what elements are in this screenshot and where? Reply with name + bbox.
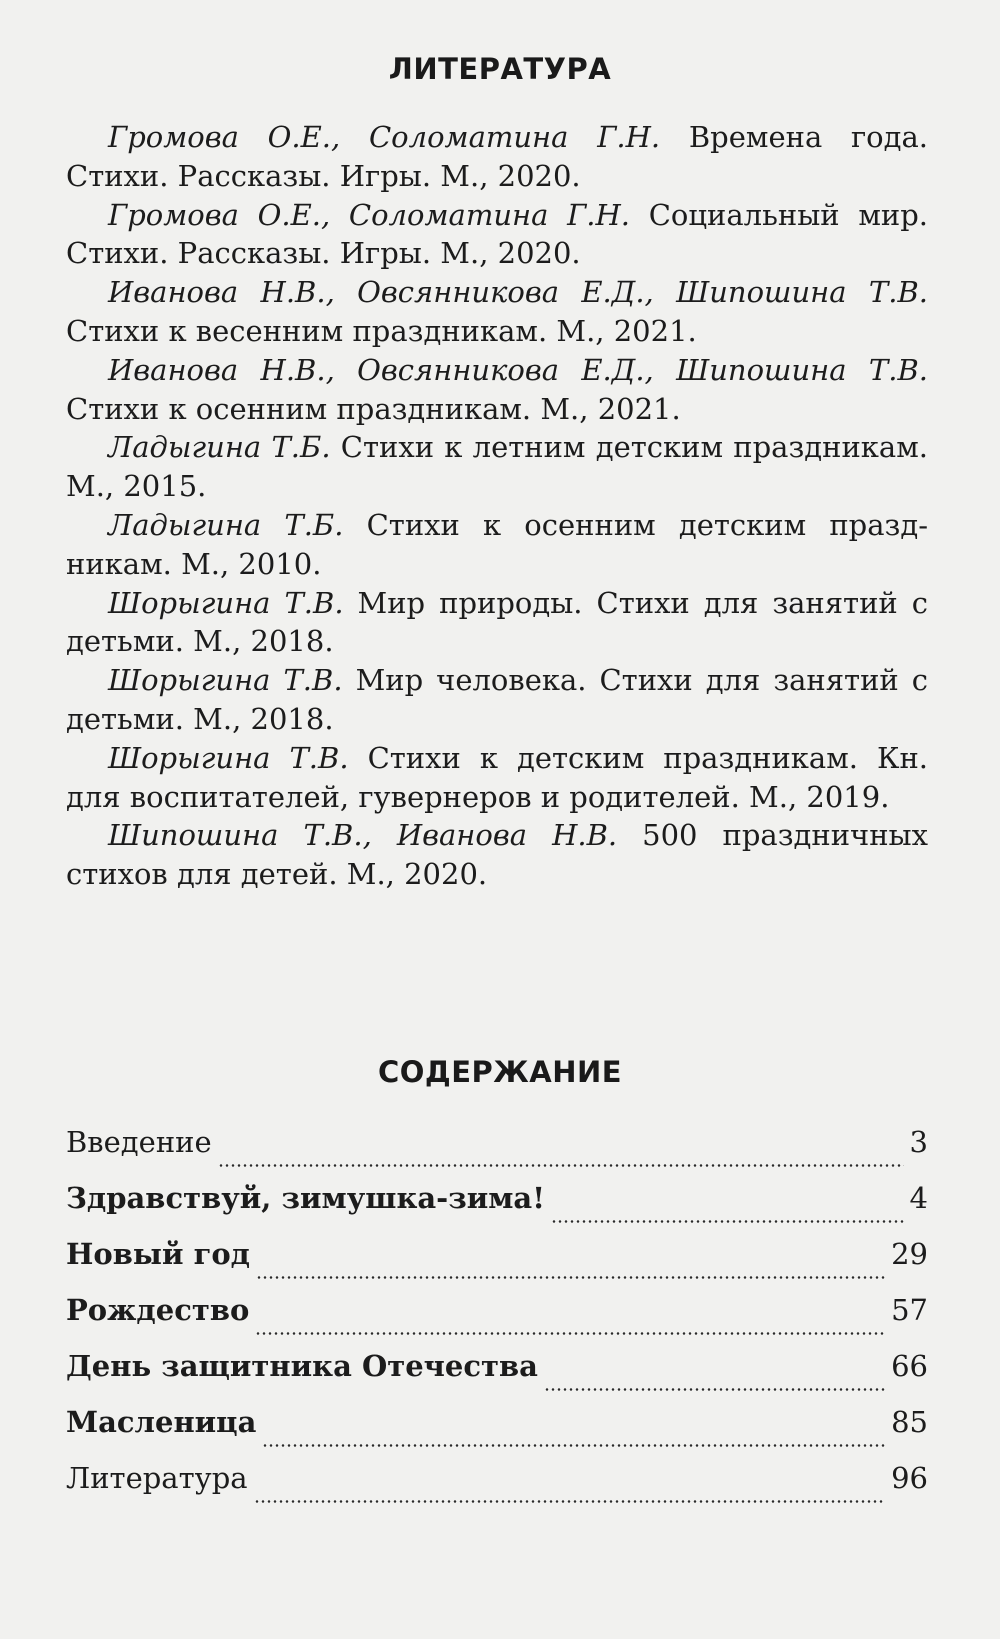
dot-leader <box>218 1164 904 1167</box>
entry-text: Стихи к весенним праздникам. М., 2021. <box>66 313 697 348</box>
entry-author: Шорыгина Т.В. <box>108 740 349 775</box>
toc-item-maslenitsa[interactable] <box>66 1405 928 1461</box>
dot-leader <box>255 1332 885 1335</box>
toc-item-new-year[interactable] <box>66 1237 928 1293</box>
contents-heading: СОДЕРЖАНИЕ <box>377 1055 623 1089</box>
toc-item-title: Новый год <box>66 1237 251 1271</box>
bibliography-entry <box>66 661 928 739</box>
table-of-contents <box>66 1125 928 1517</box>
toc-item-introduction[interactable] <box>66 1125 928 1181</box>
entry-author: Шорыгина Т.В. <box>108 585 344 620</box>
bibliography-entry <box>66 816 928 894</box>
entry-author: Иванова Н.В., Овсянникова Е.Д., Шипошина Т.В. <box>108 352 928 387</box>
toc-item-title: День защитника Отечества <box>66 1349 538 1383</box>
bibliography-entry <box>66 196 928 274</box>
toc-item-page: 3 <box>909 1125 928 1159</box>
toc-item-christmas[interactable] <box>66 1293 928 1349</box>
toc-item-page: 29 <box>891 1237 928 1271</box>
entry-text: Стихи к осенним детским праздникам. М., 2010. <box>66 507 928 581</box>
bibliography-entry <box>66 739 928 817</box>
entry-text: Мир природы. Стихи для занятий с детьми. М., 2018. <box>66 585 928 659</box>
toc-item-title: Рождество <box>66 1293 250 1327</box>
toc-item-title: Масленица <box>66 1405 257 1439</box>
dot-leader <box>544 1388 885 1391</box>
entry-author: Громова О.Е., Соломатина Г.Н. <box>108 120 661 154</box>
toc-item-page: 85 <box>891 1405 928 1439</box>
bibliography-entry <box>66 118 928 196</box>
entry-author: Ладыгина Т.Б. <box>108 430 331 465</box>
bibliography-list <box>66 118 928 894</box>
entry-text: Стихи к летним детским праздникам. М., 2015. <box>66 430 928 504</box>
entry-text: Стихи к детским праздникам. Кн. для воспитателей, гувернеров и родителей. М., 2019. <box>66 740 928 814</box>
entry-author: Громова О.Е., Соломатина Г.Н. <box>108 197 631 232</box>
bibliography-entry <box>66 506 928 584</box>
entry-text: Стихи к осенним праздникам. М., 2021. <box>66 391 681 426</box>
entry-text: Социальный мир. Стихи. Рассказы. Игры. М., 2020. <box>66 197 928 271</box>
bibliography-entry <box>66 428 928 506</box>
entry-author: Ладыгина Т.Б. <box>108 507 344 542</box>
dot-leader <box>254 1500 886 1503</box>
toc-item-page: 57 <box>891 1293 928 1327</box>
entry-text: 500 праздничных стихов для детей. М., 2020. <box>66 818 928 892</box>
bibliography-entry <box>66 351 928 429</box>
entry-text: Мир человека. Стихи для занятий с детьми. М., 2018. <box>66 663 928 736</box>
dot-leader <box>551 1220 904 1223</box>
bibliography-entry <box>66 273 928 351</box>
toc-item-title: Литература <box>66 1461 248 1495</box>
toc-item-title: Здравствуй, зимушка-зима! <box>66 1181 545 1215</box>
toc-item-page: 4 <box>909 1181 928 1215</box>
entry-author: Шорыгина Т.В. <box>108 663 343 698</box>
bibliography-entry <box>66 584 928 662</box>
dot-leader <box>256 1276 885 1279</box>
entry-author: Шипошина Т.В., Иванова Н.В. <box>108 818 618 853</box>
toc-item-page: 66 <box>891 1349 928 1383</box>
toc-item-defender-day[interactable] <box>66 1349 928 1405</box>
toc-item-winter[interactable] <box>66 1181 928 1237</box>
literature-heading: ЛИТЕРАТУРА <box>388 52 612 86</box>
dot-leader <box>262 1444 885 1447</box>
toc-item-page: 96 <box>891 1461 928 1495</box>
toc-item-title: Введение <box>66 1125 212 1159</box>
entry-author: Иванова Н.В., Овсянникова Е.Д., Шипошина Т.В. <box>108 275 928 310</box>
toc-item-literature[interactable] <box>66 1461 928 1517</box>
entry-text: Времена года. Стихи. Рассказы. Игры. М., 2020. <box>66 120 928 193</box>
